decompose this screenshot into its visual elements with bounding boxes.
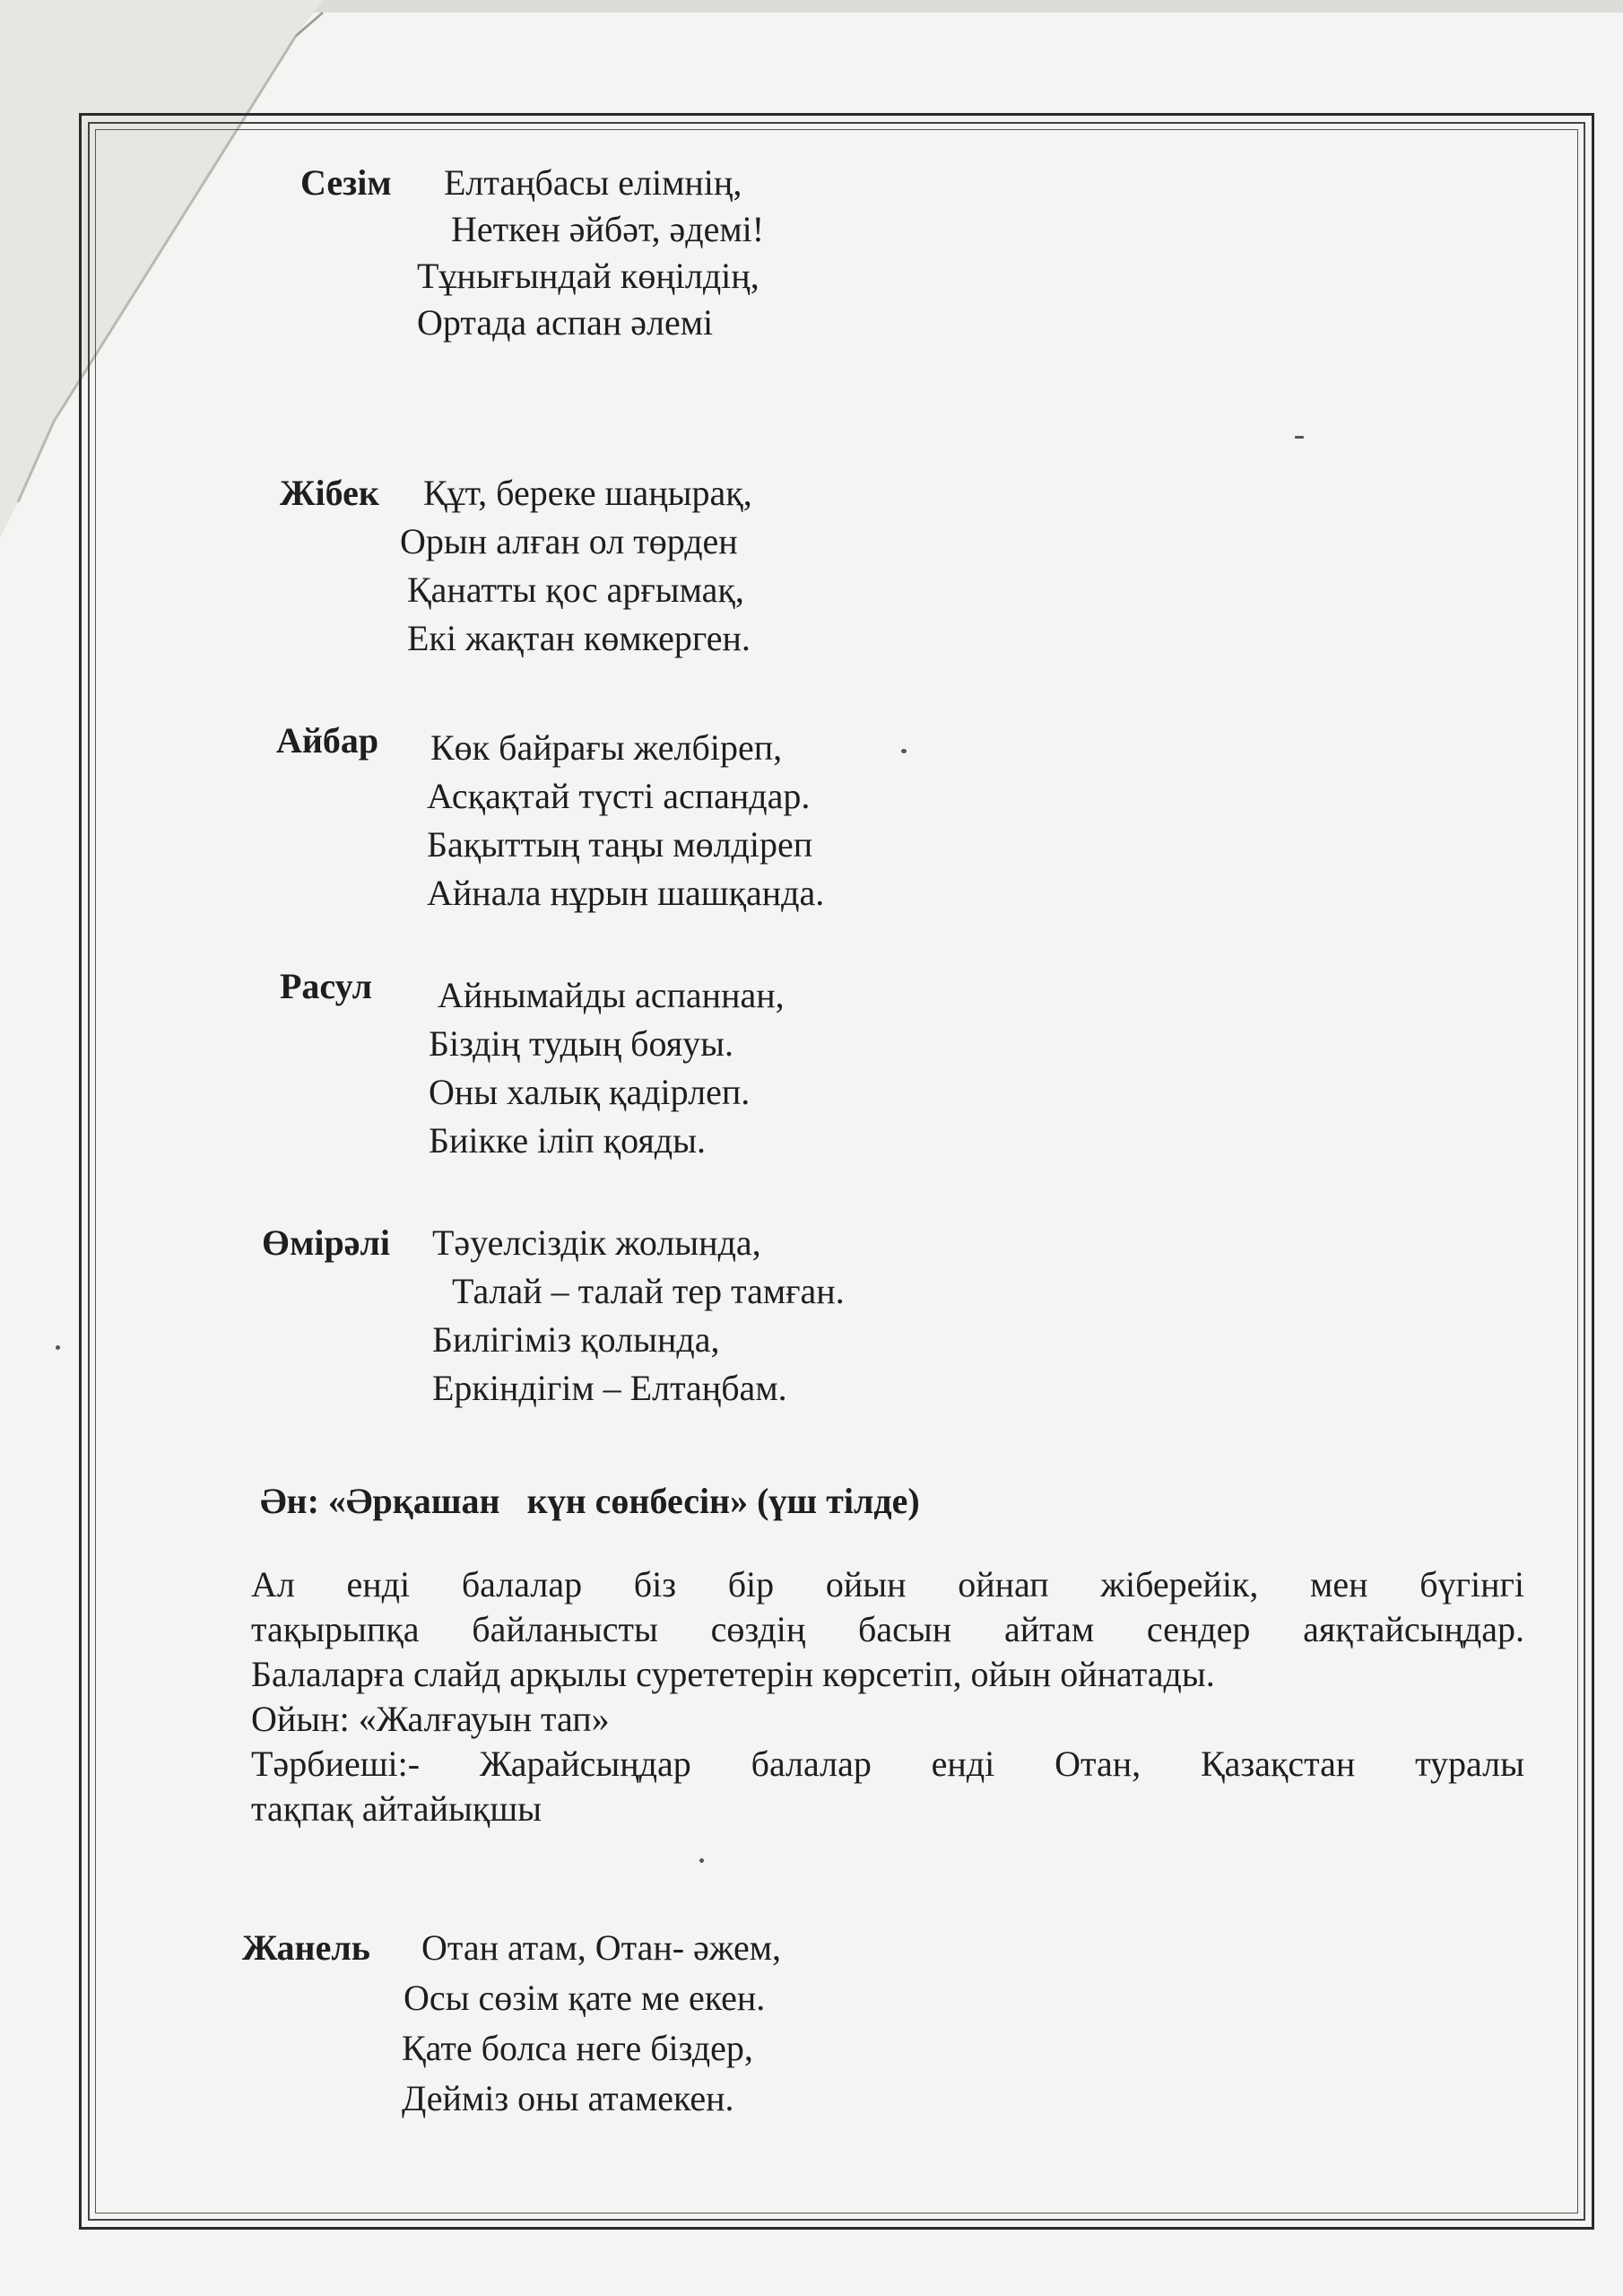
speaker-name: Расул: [280, 966, 373, 1006]
poem-line: Орын алған ол төрден: [400, 521, 738, 561]
poem-line: Неткен әйбәт, әдемі!: [451, 209, 765, 249]
poem-line: Көк байрағы желбіреп,: [430, 727, 783, 768]
poem-line: Дейміз оны атамекен.: [402, 2078, 734, 2118]
poem-line: Айнымайды аспаннан,: [438, 975, 785, 1015]
paragraph-line: Тәрбиеші:- Жарайсыңдар балалар енді Отан, Қазақстан туралы: [251, 1744, 1524, 1784]
paragraph-line: Балаларға слайд арқылы сурететерін көрсетіп, ойын ойнатады.: [251, 1654, 1215, 1694]
scan-speck: [56, 1345, 60, 1350]
page-border-inner: [95, 129, 1578, 2213]
poem-line: Осы сөзім қате ме екен.: [404, 1978, 766, 2018]
poem-line: Биікке іліп қояды.: [429, 1120, 707, 1161]
poem-line: Оны халық қадірлеп.: [429, 1072, 751, 1112]
poem-line: Қате болса неге біздер,: [402, 2028, 753, 2068]
poem-line: Бақыттың таңы мөлдіреп: [427, 824, 813, 865]
poem-line: Елтаңбасы елімнің,: [444, 162, 742, 203]
paragraph-line: Ал енді балалар біз бір ойын ойнап жіберейік, мен бүгінгі: [251, 1564, 1524, 1605]
poem-line: Еркіндігім – Елтаңбам.: [432, 1368, 787, 1408]
song-heading: Ән: «Әрқашан күн сөнбесін» (үш тілде): [260, 1481, 920, 1521]
paragraph-line: тақпақ айтайықшы: [251, 1788, 542, 1829]
speaker-name: Өмірәлі: [262, 1222, 391, 1263]
poem-line: Тәуелсіздік жолында,: [432, 1222, 761, 1263]
paragraph-line: тақырыпқа байланысты сөздің басын айтам сендер аяқтайсыңдар.: [251, 1609, 1524, 1649]
scan-speck: [901, 749, 907, 753]
speaker-name: Жібек: [280, 473, 379, 513]
poem-line: Асқақтай түсті аспандар.: [427, 776, 811, 816]
speaker-name: Айбар: [276, 720, 379, 761]
poem-line: Құт, береке шаңырақ,: [423, 473, 752, 513]
paragraph-line: Ойын: «Жалғауын тап»: [251, 1699, 610, 1739]
instruction-paragraph: [251, 1562, 1524, 1831]
poem-line: Отан атам, Отан- әжем,: [421, 1927, 782, 1968]
poem-line: Билігіміз қолында,: [432, 1319, 720, 1360]
poem-line: Талай – талай тер тамған.: [452, 1271, 845, 1311]
poem-line: Ортада аспан әлемі: [417, 302, 714, 343]
scan-speck: [699, 1858, 704, 1863]
speaker-name: Жанель: [242, 1927, 370, 1968]
poem-line: Біздің тудың бояуы.: [429, 1023, 733, 1064]
scan-speck: [1295, 436, 1304, 439]
poem-line: Қанатты қос арғымақ,: [407, 570, 744, 610]
poem-line: Екі жақтан көмкерген.: [407, 618, 751, 658]
poem-line: Тұнығындай көңілдің,: [417, 256, 759, 296]
speaker-name: Сезім: [300, 162, 392, 203]
poem-line: Айнала нұрын шашқанда.: [427, 873, 825, 913]
